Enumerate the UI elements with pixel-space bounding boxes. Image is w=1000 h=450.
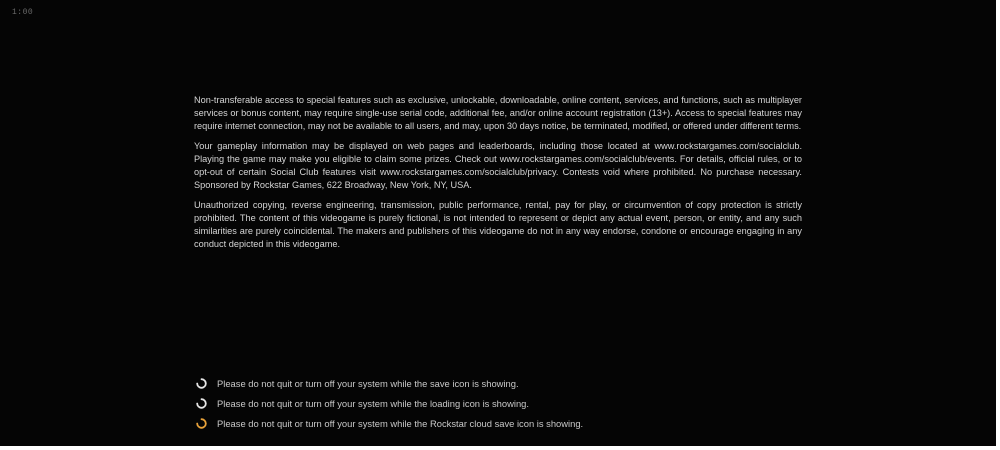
warning-cloud-save <box>196 413 756 433</box>
warning-save-text: Please do not quit or turn off your system while the save icon is showing. <box>217 377 519 389</box>
cloud-save-spinner-arc <box>197 419 206 428</box>
legal-paragraph-gameplay-info: Your gameplay information may be displayed on web pages and leaderboards, including those located at www.rockstargames.com/socialclub. Playing the game may make you eligible to claim some prizes. Check out www.rockstargames.com/socialclub/events. For details, official rules, or to opt-out of certain Social Club features visit www.rockstargames.com/socialclub/privacy. Contests void where prohibited. No purchase necessary. Sponsored by Rockstar Games, 622 Broadway, New York, NY, USA. <box>194 141 802 190</box>
save-warnings <box>196 373 756 433</box>
save-spinner-arc <box>197 379 206 388</box>
warning-cloud-save-text: Please do not quit or turn off your system while the Rockstar cloud save icon is showing. <box>217 417 584 429</box>
warning-loading <box>196 393 756 413</box>
warning-loading-text: Please do not quit or turn off your system while the loading icon is showing. <box>217 397 529 409</box>
cloud-save-spinner-icon <box>196 418 207 429</box>
save-spinner-icon <box>196 378 207 389</box>
legal-paragraph-access: Non-transferable access to special features such as exclusive, unlockable, downloadable, online content, services, and functions, such as multiplayer services or bonus content, may require single-use serial code, additional fee, and/or online account registration (13+). Access to special features may require internet connection, may not be available to all users, and may, upon 30 days notice, be terminated, modified, or offered under different terms. <box>194 95 802 131</box>
loading-spinner-icon <box>196 398 207 409</box>
warning-save <box>196 373 756 393</box>
legal-notice <box>194 94 802 258</box>
loading-spinner-arc <box>197 399 206 408</box>
timer-readout: 1:00 <box>12 8 34 17</box>
legal-paragraph-copyright: Unauthorized copying, reverse engineering, transmission, public performance, rental, pay for play, or circumvention of copy protection is strictly prohibited. The content of this videogame is purely fictional, is not intended to represent or depict any actual event, person, or entity, and any such similarities are purely coincidental. The makers and publishers of this videogame do not in any way endorse, condone or encourage engaging in any conduct depicted in this videogame. <box>194 200 802 249</box>
